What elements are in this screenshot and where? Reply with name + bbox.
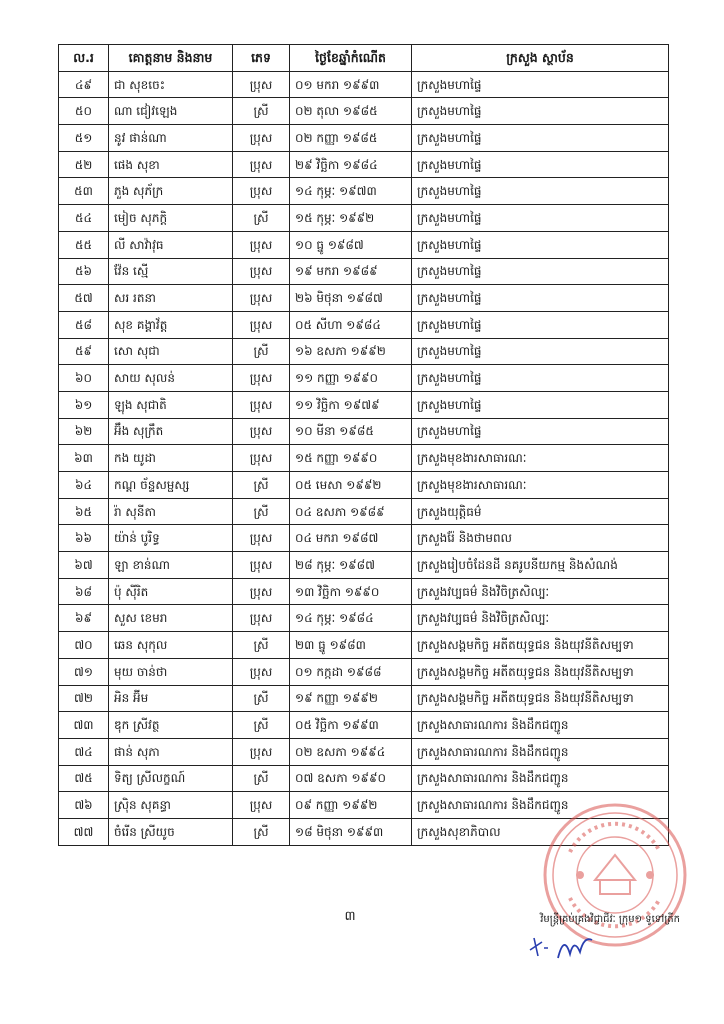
table-row <box>59 552 669 579</box>
cell-no: ៦៣ <box>59 445 109 472</box>
cell-no: ៧៦ <box>59 792 109 819</box>
cell-ministry: ក្រសួងវប្បធម៌ និងវិចិត្រសិល្បៈ <box>412 578 669 605</box>
cell-dob: ២៣ ធ្នូ ១៩៨៣ <box>290 632 412 659</box>
cell-dob: ១៩ មករា ១៩៨៩ <box>290 258 412 285</box>
cell-dob: ១៩ កញ្ញា ១៩៩២ <box>290 685 412 712</box>
cell-no: ៧៥ <box>59 765 109 792</box>
cell-name: នូវ ផាន់ណា <box>109 125 233 152</box>
cell-no: ៥០ <box>59 98 109 125</box>
table-row <box>59 125 669 152</box>
cell-sex: ប្រុស <box>233 391 290 418</box>
table-row <box>59 365 669 392</box>
cell-no: ៦៥ <box>59 498 109 525</box>
cell-dob: ១១ វិច្ឆិកា ១៩៧៩ <box>290 391 412 418</box>
cell-name: ផេង សុខា <box>109 151 233 178</box>
cell-dob: ០២ ឧសភា ១៩៩៤ <box>290 738 412 765</box>
header-dob: ថ្ងៃខែឆ្នាំកំណើត <box>290 45 412 72</box>
cell-ministry: ក្រសួងមហាផ្ទៃ <box>412 258 669 285</box>
cell-name: សួស ខេមរា <box>109 605 233 632</box>
cell-ministry: ក្រសួងរ៉ែ និងថាមពល <box>412 525 669 552</box>
cell-sex: ប្រុស <box>233 445 290 472</box>
table-row <box>59 498 669 525</box>
cell-name: ភួង សុភ័ក្រ <box>109 178 233 205</box>
cell-dob: ១០ ធ្នូ ១៩៨៧ <box>290 231 412 258</box>
table-row <box>59 445 669 472</box>
cell-no: ៧០ <box>59 632 109 659</box>
cell-no: ៦៩ <box>59 605 109 632</box>
cell-ministry: ក្រសួងរៀបចំដែនដី នគរូបនីយកម្ម និងសំណង់ <box>412 552 669 579</box>
cell-no: ៥២ <box>59 151 109 178</box>
table-row <box>59 338 669 365</box>
cell-name: ស្រ៊ិន សុគន្ធា <box>109 792 233 819</box>
cell-name: ចំរើន ស្រីយូច <box>109 818 233 845</box>
table-row <box>59 311 669 338</box>
cell-dob: ០៤ ឧសភា ១៩៨៩ <box>290 498 412 525</box>
cell-no: ៧១ <box>59 658 109 685</box>
cell-name: សរ រតនា <box>109 285 233 312</box>
cell-ministry: ក្រសួងសាធារណការ និងដឹកជញ្ជូន <box>412 712 669 739</box>
table-row <box>59 472 669 499</box>
cell-sex: ស្រី <box>233 205 290 232</box>
header-row <box>59 45 669 72</box>
cell-no: ៦០ <box>59 365 109 392</box>
cell-no: ៥៩ <box>59 338 109 365</box>
table-row <box>59 258 669 285</box>
table-row <box>59 151 669 178</box>
table-row <box>59 738 669 765</box>
cell-ministry: ក្រសួងសង្គមកិច្ច អតីតយុទ្ធជន និងយុវនីតិសម្បទា <box>412 658 669 685</box>
cell-no: ៥៨ <box>59 311 109 338</box>
cell-sex: ស្រី <box>233 818 290 845</box>
cell-dob: ០៥ មេសា ១៩៩២ <box>290 472 412 499</box>
table-row <box>59 712 669 739</box>
cell-ministry: ក្រសួងមហាផ្ទៃ <box>412 338 669 365</box>
header-ministry: ក្រសួង ស្ថាប័ន <box>412 45 669 72</box>
cell-sex: ស្រី <box>233 765 290 792</box>
cell-ministry: ក្រសួងមហាផ្ទៃ <box>412 125 669 152</box>
table-row <box>59 285 669 312</box>
cell-sex: ប្រុស <box>233 311 290 338</box>
cell-name: សាយ សុលន់ <box>109 365 233 392</box>
cell-dob: ១១ កញ្ញា ១៩៩០ <box>290 365 412 392</box>
cell-ministry: ក្រសួងមហាផ្ទៃ <box>412 205 669 232</box>
table-row <box>59 525 669 552</box>
cell-no: ៦២ <box>59 418 109 445</box>
cell-name: ឆេន សុកុល <box>109 632 233 659</box>
header-sex: ភេទ <box>233 45 290 72</box>
cell-sex: ស្រី <box>233 685 290 712</box>
cell-dob: ១៦ ឧសភា ១៩៩២ <box>290 338 412 365</box>
table-row <box>59 578 669 605</box>
cell-dob: ១៨ មិថុនា ១៩៩៣ <box>290 818 412 845</box>
cell-ministry: ក្រសួងមហាផ្ទៃ <box>412 71 669 98</box>
cell-name: ប៉ុ ស៊ីរិត <box>109 578 233 605</box>
cell-sex: ប្រុស <box>233 71 290 98</box>
cell-no: ៦៨ <box>59 578 109 605</box>
table-body <box>59 71 669 845</box>
cell-name: មៀច សុភក្ដិ <box>109 205 233 232</box>
cell-dob: ០៤ មករា ១៩៨៧ <box>290 525 412 552</box>
page-number: ៣ <box>344 909 356 924</box>
cell-name: លី សាវ៉ាវុធ <box>109 231 233 258</box>
cell-dob: ១០ មីនា ១៩៨៥ <box>290 418 412 445</box>
cell-no: ៧២ <box>59 685 109 712</box>
cell-sex: ប្រុស <box>233 285 290 312</box>
cell-sex: ស្រី <box>233 498 290 525</box>
cell-name: វ៉ែន ស្មើ <box>109 258 233 285</box>
handwritten-signature-icon <box>528 928 598 968</box>
cell-no: ៥៤ <box>59 205 109 232</box>
cell-name: យ៉ាន់ បូរិទ្ធ <box>109 525 233 552</box>
cell-dob: ១៤ កុម្ភៈ ១៩៨៤ <box>290 605 412 632</box>
cell-sex: ប្រុស <box>233 258 290 285</box>
cell-dob: ២៩ វិច្ឆិកា ១៩៨៤ <box>290 151 412 178</box>
table-row <box>59 71 669 98</box>
cell-ministry: ក្រសួងយុត្តិធម៌ <box>412 498 669 525</box>
cell-dob: ១៤ កុម្ភៈ ១៩៧៣ <box>290 178 412 205</box>
cell-name: មុយ ចាន់ថា <box>109 658 233 685</box>
cell-sex: ស្រី <box>233 338 290 365</box>
cell-sex: ប្រុស <box>233 151 290 178</box>
cell-dob: ០៥ សីហា ១៩៨៤ <box>290 311 412 338</box>
cell-ministry: ក្រសួងមុខងារសាធារណៈ <box>412 472 669 499</box>
cell-ministry: ក្រសួងមហាផ្ទៃ <box>412 311 669 338</box>
cell-ministry: ក្រសួងសាធារណការ និងដឹកជញ្ជូន <box>412 792 669 819</box>
cell-no: ៧៣ <box>59 712 109 739</box>
table-row <box>59 178 669 205</box>
cell-sex: ស្រី <box>233 472 290 499</box>
cell-ministry: ក្រសួងសុខាភិបាល <box>412 818 669 845</box>
signature-caption: វិមន្ត្រីគ្រប់គ្រងវិជ្ជាជីវៈ ក្រុម១ ទូទៅត្រីក <box>540 914 680 925</box>
table-row <box>59 205 669 232</box>
table-row <box>59 391 669 418</box>
cell-sex: ស្រី <box>233 712 290 739</box>
cell-ministry: ក្រសួងមហាផ្ទៃ <box>412 151 669 178</box>
cell-dob: ០១ មករា ១៩៩៣ <box>290 71 412 98</box>
cell-dob: ០១ កក្កដា ១៩៨៨ <box>290 658 412 685</box>
cell-dob: ០២ កញ្ញា ១៩៨៥ <box>290 125 412 152</box>
cell-sex: ប្រុស <box>233 552 290 579</box>
cell-no: ៥៧ <box>59 285 109 312</box>
cell-sex: ប្រុស <box>233 605 290 632</box>
cell-name: សោ សុជា <box>109 338 233 365</box>
cell-no: ៦៧ <box>59 552 109 579</box>
cell-sex: ស្រី <box>233 98 290 125</box>
table-row <box>59 765 669 792</box>
cell-name: កង យូដា <box>109 445 233 472</box>
cell-name: កណ្ដ ច័ន្ទសម្ផស្ស <box>109 472 233 499</box>
cell-no: ៦១ <box>59 391 109 418</box>
table-row <box>59 658 669 685</box>
cell-ministry: ក្រសួងមហាផ្ទៃ <box>412 365 669 392</box>
header-name: គោត្តនាម និងនាម <box>109 45 233 72</box>
cell-dob: ០៧ ឧសភា ១៩៩០ <box>290 765 412 792</box>
cell-no: ៥៦ <box>59 258 109 285</box>
cell-sex: ប្រុស <box>233 658 290 685</box>
cell-sex: ប្រុស <box>233 578 290 605</box>
cell-dob: ០៥ វិច្ឆិកា ១៩៩៣ <box>290 712 412 739</box>
cell-ministry: ក្រសួងមហាផ្ទៃ <box>412 418 669 445</box>
cell-name: សុខ គង្គាវ័ត្ត <box>109 311 233 338</box>
cell-dob: ២៦ មិថុនា ១៩៨៧ <box>290 285 412 312</box>
table-row <box>59 605 669 632</box>
cell-name: អិន អ៊ីម <box>109 685 233 712</box>
roster-table <box>58 44 669 846</box>
cell-name: ណា ជៀវឡេង <box>109 98 233 125</box>
cell-name: ផាន់ សុភា <box>109 738 233 765</box>
cell-sex: ប្រុស <box>233 792 290 819</box>
cell-name: ជា សុខចេះ <box>109 71 233 98</box>
cell-no: ៥៣ <box>59 178 109 205</box>
cell-name: អ៊ឹង សុក្រឹត <box>109 418 233 445</box>
table-header <box>59 45 669 72</box>
cell-dob: ០២ តុលា ១៩៨៥ <box>290 98 412 125</box>
cell-sex: ប្រុស <box>233 125 290 152</box>
cell-name: រ៉ា សុនីតា <box>109 498 233 525</box>
cell-no: ៧៤ <box>59 738 109 765</box>
table-row <box>59 98 669 125</box>
cell-ministry: ក្រសួងមហាផ្ទៃ <box>412 98 669 125</box>
cell-no: ៦៦ <box>59 525 109 552</box>
cell-ministry: ក្រសួងសាធារណការ និងដឹកជញ្ជូន <box>412 765 669 792</box>
cell-name: ឡា ខាន់ណា <box>109 552 233 579</box>
cell-dob: ២៨ កុម្ភៈ ១៩៨៧ <box>290 552 412 579</box>
cell-dob: ១៥ កញ្ញា ១៩៩០ <box>290 445 412 472</box>
cell-ministry: ក្រសួងមុខងារសាធារណៈ <box>412 445 669 472</box>
cell-name: ទិត្យ ស្រីលក្ខណ៍ <box>109 765 233 792</box>
cell-sex: ប្រុស <box>233 738 290 765</box>
cell-no: ៤៩ <box>59 71 109 98</box>
cell-no: ៦៤ <box>59 472 109 499</box>
cell-dob: ០៩ កញ្ញា ១៩៩២ <box>290 792 412 819</box>
cell-no: ៥៥ <box>59 231 109 258</box>
table-row <box>59 418 669 445</box>
header-no: ល.រ <box>59 45 109 72</box>
cell-ministry: ក្រសួងសាធារណការ និងដឹកជញ្ជូន <box>412 738 669 765</box>
cell-ministry: ក្រសួងមហាផ្ទៃ <box>412 231 669 258</box>
cell-no: ៥១ <box>59 125 109 152</box>
cell-sex: ប្រុស <box>233 178 290 205</box>
cell-dob: ១៣ វិច្ឆិកា ១៩៩០ <box>290 578 412 605</box>
cell-dob: ១៥ កុម្ភៈ ១៩៩២ <box>290 205 412 232</box>
cell-sex: ប្រុស <box>233 525 290 552</box>
cell-sex: ប្រុស <box>233 418 290 445</box>
cell-ministry: ក្រសួងសង្គមកិច្ច អតីតយុទ្ធជន និងយុវនីតិសម្បទា <box>412 632 669 659</box>
cell-ministry: ក្រសួងមហាផ្ទៃ <box>412 178 669 205</box>
cell-no: ៧៧ <box>59 818 109 845</box>
table-row <box>59 231 669 258</box>
cell-ministry: ក្រសួងមហាផ្ទៃ <box>412 391 669 418</box>
cell-sex: ប្រុស <box>233 365 290 392</box>
cell-name: ឡុង សុជាតិ <box>109 391 233 418</box>
cell-sex: ស្រី <box>233 632 290 659</box>
cell-sex: ប្រុស <box>233 231 290 258</box>
cell-ministry: ក្រសួងមហាផ្ទៃ <box>412 285 669 312</box>
table-row <box>59 632 669 659</box>
cell-ministry: ក្រសួងវប្បធម៌ និងវិចិត្រសិល្បៈ <box>412 605 669 632</box>
cell-ministry: ក្រសួងសង្គមកិច្ច អតីតយុទ្ធជន និងយុវនីតិសម្បទា <box>412 685 669 712</box>
table-row <box>59 685 669 712</box>
cell-name: ឌុក ស្រីវត្ថ <box>109 712 233 739</box>
